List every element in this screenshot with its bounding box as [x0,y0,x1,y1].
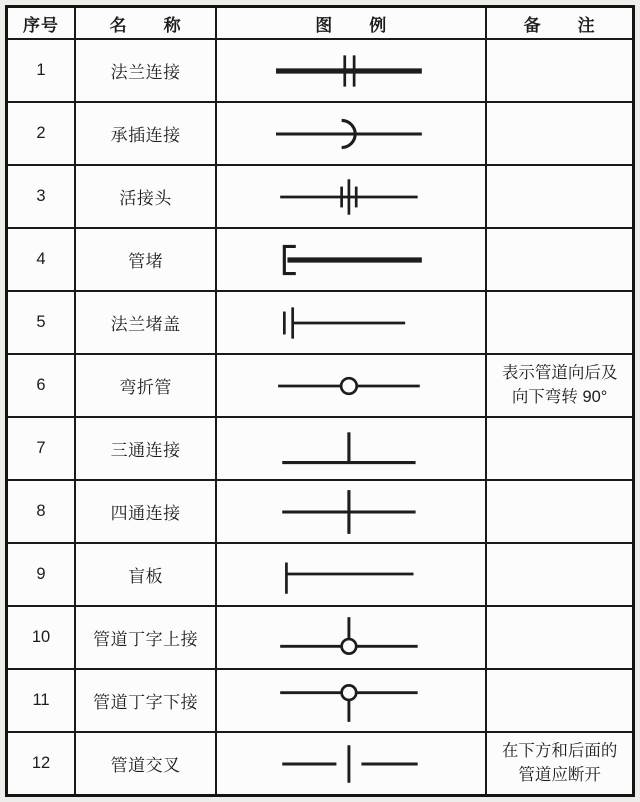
row-number: 10 [7,606,76,669]
table-row [7,291,634,354]
remark-text: 在下方和后面的管道应断开 [486,732,633,796]
row-number: 6 [7,354,76,417]
row-number: 3 [7,165,76,228]
fitting-name: 三通连接 [75,417,216,480]
table-row [7,732,634,796]
table-row [7,228,634,291]
remark-text [486,165,633,228]
remark-text [486,606,633,669]
table-row [7,417,634,480]
fitting-name: 法兰连接 [75,39,216,102]
legend-cell [216,606,486,669]
table-row [7,39,634,102]
fitting-name: 四通连接 [75,480,216,543]
legend-cell [216,102,486,165]
remark-text [486,543,633,606]
flange-connection-icon [217,46,485,96]
table-row [7,165,634,228]
fitting-name: 法兰堵盖 [75,291,216,354]
remark-text [486,669,633,732]
flange-blind-cover-icon [217,298,485,348]
cross-connection-icon [217,487,485,537]
table-row [7,669,634,732]
fitting-name: 活接头 [75,165,216,228]
legend-cell [216,165,486,228]
table-row [7,606,634,669]
row-number: 2 [7,102,76,165]
tee-connection-icon [217,424,485,474]
header-index: 序号 [7,7,76,40]
fitting-name: 管道丁字下接 [75,669,216,732]
legend-cell [216,228,486,291]
table-row [7,354,634,417]
header-row [7,7,634,40]
header-remark: 备 注 [486,7,633,40]
remark-text [486,417,633,480]
legend-cell [216,291,486,354]
header-name: 名 称 [75,7,216,40]
pipe-crossing-icon [217,739,485,789]
row-number: 9 [7,543,76,606]
table-row [7,480,634,543]
fitting-name: 盲板 [75,543,216,606]
table-row [7,543,634,606]
row-number: 12 [7,732,76,796]
piping-legend-table [5,5,635,797]
fitting-name: 管道交叉 [75,732,216,796]
fitting-name: 弯折管 [75,354,216,417]
blind-plate-icon [217,550,485,600]
socket-connection-icon [217,109,485,159]
tee-up-icon [217,613,485,663]
header-legend: 图 例 [216,7,486,40]
remark-text: 表示管道向后及向下弯转 90° [486,354,633,417]
legend-cell [216,669,486,732]
legend-cell [216,732,486,796]
row-number: 7 [7,417,76,480]
fitting-name: 管道丁字上接 [75,606,216,669]
pipe-plug-icon [217,235,485,285]
row-number: 1 [7,39,76,102]
row-number: 5 [7,291,76,354]
legend-cell [216,480,486,543]
row-number: 11 [7,669,76,732]
tee-down-icon [217,676,485,726]
remark-text [486,291,633,354]
fitting-name: 管堵 [75,228,216,291]
bent-pipe-icon [217,361,485,411]
fitting-name: 承插连接 [75,102,216,165]
remark-text [486,39,633,102]
row-number: 8 [7,480,76,543]
remark-text [486,102,633,165]
legend-cell [216,354,486,417]
union-icon [217,172,485,222]
legend-cell [216,417,486,480]
remark-text [486,480,633,543]
remark-text [486,228,633,291]
legend-cell [216,39,486,102]
table-row [7,102,634,165]
legend-cell [216,543,486,606]
row-number: 4 [7,228,76,291]
